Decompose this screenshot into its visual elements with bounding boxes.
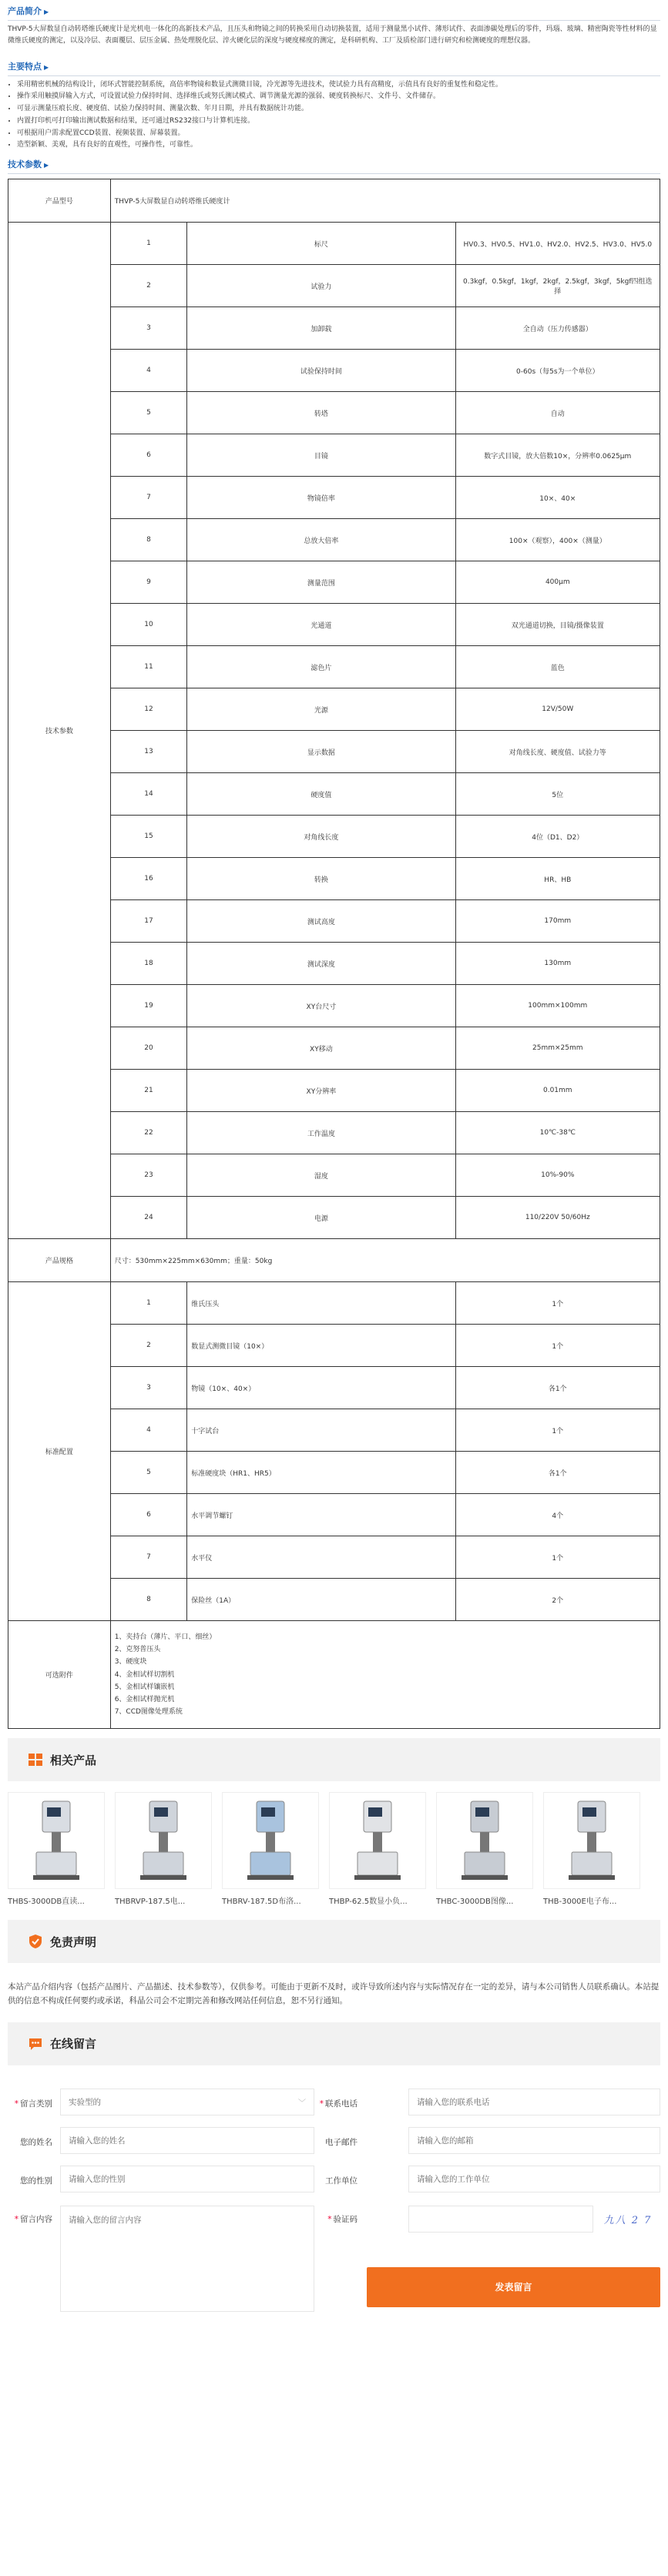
param-value: 100mm×100mm — [455, 985, 660, 1027]
param-number: 13 — [110, 731, 187, 773]
related-header — [8, 1738, 660, 1781]
param-value: 400μm — [455, 561, 660, 604]
param-name: 对角线长度 — [187, 816, 455, 858]
hardness-tester-icon — [454, 1798, 515, 1883]
intro-heading: 产品简介 ▶ — [8, 6, 49, 16]
std-qty: 4个 — [455, 1494, 660, 1536]
param-value: 0-60s（每5s为一个单位） — [455, 350, 660, 392]
param-name: 硬度值 — [187, 773, 455, 816]
name-input[interactable]: 请输入您的姓名 — [60, 2127, 314, 2154]
gender-input[interactable]: 请输入您的性别 — [60, 2166, 314, 2192]
optional-item: 3、硬度块 — [114, 1658, 147, 1667]
feature-item: • 操作采用触摸屏输入方式，可设置试验力保持时间、选择维氏或努氏测试模式、调节测量光源的强弱、硬度转换标尺、文件号、文件储存。 — [17, 91, 660, 103]
feature-item: • 内置打印机可打印输出测试数据和结果，还可通过RS232接口与计算机连接。 — [17, 116, 660, 128]
shield-icon — [28, 1934, 43, 1949]
param-name: 标尺 — [187, 223, 455, 265]
param-name: 滤色片 — [187, 646, 455, 688]
param-name: XY移动 — [187, 1027, 455, 1070]
table-row — [8, 1239, 660, 1282]
related-product[interactable] — [436, 1792, 533, 1906]
param-number: 3 — [110, 307, 187, 350]
feature-item: • 可显示测量压痕长度、硬度值、试验力保持时间、测量次数、年月日期，并具有数据统计功能。 — [17, 103, 660, 116]
related-product[interactable] — [8, 1792, 105, 1906]
std-qty: 1个 — [455, 1325, 660, 1367]
param-value: 100×（观察），400×（测量） — [455, 519, 660, 561]
std-number: 6 — [110, 1494, 187, 1536]
related-product[interactable] — [222, 1792, 319, 1906]
param-number: 15 — [110, 816, 187, 858]
optional-item: 4、金相试样切割机 — [114, 1670, 175, 1679]
param-number: 18 — [110, 943, 187, 985]
std-number: 4 — [110, 1409, 187, 1452]
param-number: 2 — [110, 265, 187, 307]
optional-item: 1、夹持台（薄片、平口、细丝） — [114, 1633, 217, 1641]
param-number: 12 — [110, 688, 187, 731]
captcha-input[interactable] — [408, 2206, 593, 2233]
spec-label: 产品规格 — [8, 1239, 111, 1282]
features-list — [8, 79, 660, 152]
submit-button[interactable]: 发表留言 — [367, 2267, 660, 2307]
product-image[interactable] — [8, 1792, 105, 1889]
std-name: 物镜（10×、40×） — [187, 1367, 455, 1409]
std-qty: 1个 — [455, 1282, 660, 1325]
param-number: 7 — [110, 477, 187, 519]
param-name: 测试深度 — [187, 943, 455, 985]
param-number: 17 — [110, 900, 187, 943]
product-image[interactable] — [436, 1792, 533, 1889]
model-value: THVP-5大屏数显自动转塔维氏硬度计 — [110, 179, 660, 223]
std-name: 数显式测微目镜（10×） — [187, 1325, 455, 1367]
param-value: 数字式目镜，放大倍数10×，分辨率0.0625μm — [455, 434, 660, 477]
param-value: 110/220V 50/60Hz — [455, 1197, 660, 1239]
contact-header — [8, 2022, 660, 2065]
hardness-tester-icon — [347, 1798, 408, 1883]
param-name: 总放大倍率 — [187, 519, 455, 561]
table-row — [8, 1621, 660, 1729]
param-value: 25mm×25mm — [455, 1027, 660, 1070]
param-value: 对角线长度、硬度值、试验力等 — [455, 731, 660, 773]
std-number: 7 — [110, 1536, 187, 1579]
std-qty: 1个 — [455, 1536, 660, 1579]
param-value: HV0.3、HV0.5、HV1.0、HV2.0、HV2.5、HV3.0、HV5.0 — [455, 223, 660, 265]
param-value: 蓝色 — [455, 646, 660, 688]
param-number: 22 — [110, 1112, 187, 1154]
optional-item: 6、金相试样抛光机 — [114, 1695, 175, 1703]
param-value: 双光通道切换，目镜/摄像装置 — [455, 604, 660, 646]
param-number: 10 — [110, 604, 187, 646]
std-qty: 各1个 — [455, 1452, 660, 1494]
optional-item: 5、金相试样镶嵌机 — [114, 1683, 175, 1691]
param-number: 20 — [110, 1027, 187, 1070]
related-title: 相关产品 — [50, 1753, 97, 1767]
type-label: * 留言类别 — [14, 2099, 52, 2109]
optional-item: 2、克努普压头 — [114, 1646, 161, 1654]
param-name: XY分辨率 — [187, 1070, 455, 1112]
std-qty: 各1个 — [455, 1367, 660, 1409]
email-label: 电子邮件 — [325, 2137, 357, 2147]
param-value: 5位 — [455, 773, 660, 816]
hardness-tester-icon — [133, 1798, 194, 1883]
param-name: 转换 — [187, 858, 455, 900]
param-name: 测量范围 — [187, 561, 455, 604]
phone-label: * 联系电话 — [319, 2099, 357, 2109]
spec-table — [8, 179, 660, 1729]
captcha-image[interactable]: 九八 2 7 — [603, 2215, 653, 2227]
gender-label: 您的性别 — [20, 2176, 52, 2186]
hardness-tester-icon — [25, 1798, 87, 1883]
param-value: 12V/50W — [455, 688, 660, 731]
contact-form — [8, 2065, 660, 2397]
chevron-down-icon: ﹀ — [298, 2099, 306, 2108]
name-label: 您的姓名 — [20, 2137, 52, 2147]
company-label: 工作单位 — [325, 2176, 357, 2186]
feature-item: • 采用精密机械的结构设计，闭环式智能控制系统，高倍率物镜和数显式测微目镜，冷光源等先进技术，使试验力具有高精度，示值具有良好的重复性和稳定性。 — [17, 79, 660, 92]
optional-list — [110, 1621, 660, 1729]
param-name: 光源 — [187, 688, 455, 731]
divider — [8, 20, 660, 21]
related-product[interactable] — [115, 1792, 212, 1906]
table-row — [8, 179, 660, 223]
product-name[interactable]: THBC-3000DB图像... — [436, 1898, 514, 1907]
param-name: 电源 — [187, 1197, 455, 1239]
content-textarea[interactable]: 请输入您的留言内容 — [60, 2206, 314, 2312]
param-value: 10℃-38℃ — [455, 1112, 660, 1154]
std-number: 5 — [110, 1452, 187, 1494]
std-name: 十字试台 — [187, 1409, 455, 1452]
hardness-tester-icon — [561, 1798, 623, 1883]
param-value: 0.3kgf，0.5kgf，1kgf，2kgf，2.5kgf，3kgf，5kgf四组选择 — [455, 265, 660, 307]
param-number: 21 — [110, 1070, 187, 1112]
param-number: 14 — [110, 773, 187, 816]
related-list — [8, 1781, 660, 1906]
optional-item: 7、CCD图像处理系统 — [114, 1708, 183, 1717]
divider — [8, 173, 660, 174]
model-label: 产品型号 — [8, 179, 111, 223]
param-number: 9 — [110, 561, 187, 604]
param-number: 11 — [110, 646, 187, 688]
param-number: 19 — [110, 985, 187, 1027]
std-number: 8 — [110, 1579, 187, 1621]
std-qty: 2个 — [455, 1579, 660, 1621]
related-product[interactable] — [329, 1792, 426, 1906]
std-number: 1 — [110, 1282, 187, 1325]
param-number: 16 — [110, 858, 187, 900]
feature-item: • 造型新颖、美观，具有良好的直观性，可操作性，可靠性。 — [17, 139, 660, 152]
spec-value: 尺寸：530mm×225mm×630mm；重量：50kg — [110, 1239, 660, 1282]
triangle-right-icon: ▶ — [44, 162, 49, 169]
param-value: 4位（D1、D2） — [455, 816, 660, 858]
param-value: 10%-90% — [455, 1154, 660, 1197]
captcha-label: * 验证码 — [327, 2214, 357, 2224]
product-name[interactable]: THBS-3000DB直读... — [8, 1898, 85, 1907]
email-input[interactable]: 请输入您的邮箱 — [408, 2127, 660, 2154]
param-name: 测试高度 — [187, 900, 455, 943]
param-value: 130mm — [455, 943, 660, 985]
param-number: 24 — [110, 1197, 187, 1239]
table-row — [8, 1282, 660, 1325]
product-image[interactable] — [115, 1792, 212, 1889]
product-name[interactable]: THBRV-187.5D布洛... — [222, 1898, 301, 1907]
divider — [8, 75, 660, 76]
company-input[interactable]: 请输入您的工作单位 — [408, 2166, 660, 2192]
intro-text: THVP-5大屏数显自动转塔维氏硬度计是光机电一体化的高新技术产品，且压头和物镜之间的转换采用自动切换装置，适用于测量黑小试件、薄形试件、表面渗碳处理后的零件，玛瑙、玻璃、精密陶瓷等性材料的显微维氏硬度的测定，以及冷层、表面覆层、层压金属、热处理脱化层、淬火硬化层的深度与硬度梯度的测定，是科研机构、工厂及质检部门进行研究和检测硬度的理想仪器。 — [8, 25, 657, 45]
param-name: 试验保持时间 — [187, 350, 455, 392]
param-number: 6 — [110, 434, 187, 477]
phone-input[interactable]: 请输入您的联系电话 — [408, 2089, 660, 2115]
contact-title: 在线留言 — [50, 2037, 97, 2052]
param-number: 23 — [110, 1154, 187, 1197]
std-name: 水平仪 — [187, 1536, 455, 1579]
std-name: 标准硬度块（HR1、HR5） — [187, 1452, 455, 1494]
param-number: 5 — [110, 392, 187, 434]
param-name: 工作温度 — [187, 1112, 455, 1154]
chat-icon — [28, 2036, 43, 2052]
std-number: 2 — [110, 1325, 187, 1367]
param-value: HR、HB — [455, 858, 660, 900]
std-qty: 1个 — [455, 1409, 660, 1452]
related-product[interactable] — [543, 1792, 640, 1906]
param-name: 物镜倍率 — [187, 477, 455, 519]
specs-heading: 技术参数 ▶ — [8, 159, 49, 170]
std-config-label: 标准配置 — [8, 1282, 111, 1621]
param-name: 显示数据 — [187, 731, 455, 773]
table-row — [8, 223, 660, 265]
triangle-right-icon: ▶ — [44, 63, 49, 71]
features-heading: 主要特点 ▶ — [8, 61, 49, 72]
param-value: 170mm — [455, 900, 660, 943]
param-name: 加卸载 — [187, 307, 455, 350]
param-value: 全自动（压力传感器） — [455, 307, 660, 350]
param-value: 0.01mm — [455, 1070, 660, 1112]
param-name: 湿度 — [187, 1154, 455, 1197]
product-image[interactable] — [543, 1792, 640, 1889]
product-image[interactable] — [222, 1792, 319, 1889]
param-number: 4 — [110, 350, 187, 392]
std-name: 保险丝（1A） — [187, 1579, 455, 1621]
hardness-tester-icon — [240, 1798, 301, 1883]
std-number: 3 — [110, 1367, 187, 1409]
cubes-icon — [28, 1752, 43, 1767]
param-name: 光通道 — [187, 604, 455, 646]
param-name: 目镜 — [187, 434, 455, 477]
feature-item: • 可根据用户需求配置CCD装置、视频装置、屏幕装置。 — [17, 128, 660, 140]
optional-label: 可选附件 — [8, 1621, 111, 1729]
triangle-right-icon: ▶ — [44, 8, 49, 15]
param-value: 自动 — [455, 392, 660, 434]
product-name[interactable]: THB-3000E电子布... — [543, 1898, 617, 1907]
type-select[interactable]: 实验型的 ﹀ — [60, 2089, 314, 2115]
param-name: 试验力 — [187, 265, 455, 307]
product-image[interactable] — [329, 1792, 426, 1889]
param-value: 10×、40× — [455, 477, 660, 519]
tech-params-label: 技术参数 — [8, 223, 111, 1239]
param-name: XY台尺寸 — [187, 985, 455, 1027]
disclaimer-text: 本站产品介绍内容（包括产品图片、产品描述、技术参数等），仅供参考。可能由于更新不及时，或许导致所述内容与实际情况存在一定的差异，请与本公司销售人员联系确认。本站提供的信息不构成任何要约或承诺，科晶公司会不定期完善和修改网站任何信息，恕不另行通知。 — [8, 1982, 660, 2006]
disclaimer-header — [8, 1920, 660, 1963]
param-number: 1 — [110, 223, 187, 265]
param-number: 8 — [110, 519, 187, 561]
product-name[interactable]: THBP-62.5数显小负... — [329, 1898, 408, 1907]
std-name: 维氏压头 — [187, 1282, 455, 1325]
param-name: 转塔 — [187, 392, 455, 434]
disclaimer-title: 免责声明 — [50, 1935, 97, 1949]
content-label: * 留言内容 — [14, 2214, 52, 2224]
product-name[interactable]: THBRVP-187.5电... — [115, 1898, 186, 1907]
std-name: 水平调节螺钉 — [187, 1494, 455, 1536]
